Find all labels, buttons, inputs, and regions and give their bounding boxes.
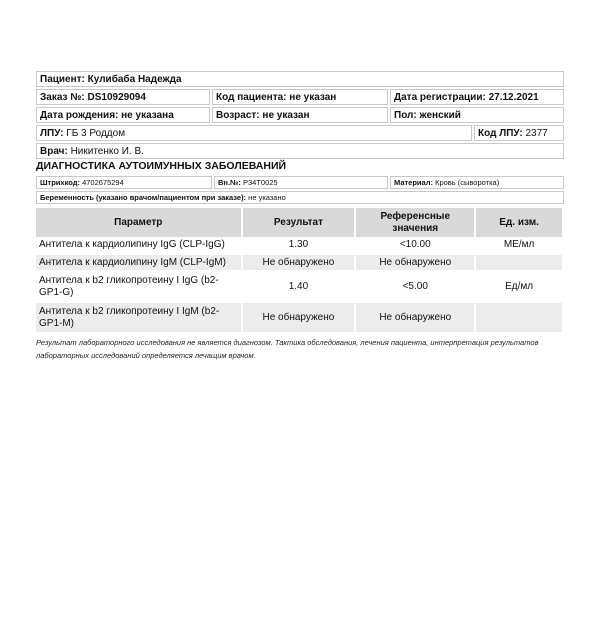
- barcode-value: 4702675294: [82, 178, 124, 187]
- age-value: не указан: [262, 110, 310, 121]
- patient-field: [36, 71, 564, 87]
- lpu-value: ГБ 3 Роддом: [66, 128, 126, 139]
- row-reference: <10.00: [355, 237, 475, 254]
- barcode-label: Штрихкод:: [40, 178, 80, 187]
- sex-label: Пол:: [394, 110, 417, 121]
- internal-number-label: Вн.№:: [218, 178, 241, 187]
- doctor-label: Врач:: [40, 146, 68, 157]
- disclaimer-note: Результат лабораторного исследования не является диагнозом. Тактика обследования, лечения пациента, интерпретация результатов лабораторных исследований определяется лечащим врачом.: [36, 338, 539, 360]
- header-unit: Ед. изм.: [475, 208, 563, 237]
- row-unit: МЕ/мл: [475, 237, 563, 254]
- table-row: [36, 271, 563, 302]
- header-result: Результат: [242, 208, 356, 237]
- table-row: [36, 254, 563, 271]
- table-row: [36, 237, 563, 254]
- row-reference: <5.00: [355, 271, 475, 302]
- sex-field: [390, 107, 564, 123]
- row-result: Не обнаружено: [242, 302, 356, 333]
- lpu-code-field: [474, 125, 564, 141]
- row-reference: Не обнаружено: [355, 302, 475, 333]
- doctor-field: [36, 143, 564, 159]
- order-field: [36, 89, 210, 105]
- order-number: DS10929094: [87, 92, 146, 103]
- results-table: [36, 208, 564, 334]
- birth-date-value: не указана: [121, 110, 174, 121]
- patient-code-value: не указан: [289, 92, 337, 103]
- section-title: ДИАГНОСТИКА АУТОИМУННЫХ ЗАБОЛЕВАНИЙ: [36, 160, 287, 172]
- header-reference: Референсные значения: [355, 208, 475, 237]
- lpu-label: ЛПУ:: [40, 128, 64, 139]
- row-parameter: Антитела к кардиолипину IgG (CLP-IgG): [36, 237, 242, 254]
- age-field: [212, 107, 388, 123]
- registration-date-field: [390, 89, 564, 105]
- row-parameter: Антитела к кардиолипину IgM (CLP-IgM): [36, 254, 242, 271]
- row-result: Не обнаружено: [242, 254, 356, 271]
- row-result: 1.40: [242, 271, 356, 302]
- sex-value: женский: [419, 110, 461, 121]
- patient-label: Пациент:: [40, 74, 85, 85]
- row-unit: Ед/мл: [475, 271, 563, 302]
- order-label: Заказ №:: [40, 92, 85, 103]
- patient-code-field: [212, 89, 388, 105]
- pregnancy-field: [36, 191, 564, 204]
- birth-date-label: Дата рождения:: [40, 110, 119, 121]
- row-reference: Не обнаружено: [355, 254, 475, 271]
- pregnancy-label: Беременность (указано врачом/пациентом при заказе):: [40, 193, 247, 202]
- table-row: [36, 302, 563, 333]
- material-value: Кровь (сыворотка): [435, 178, 500, 187]
- age-label: Возраст:: [216, 110, 260, 121]
- row-unit: [475, 254, 563, 271]
- lpu-field: [36, 125, 472, 141]
- internal-number-field: [214, 176, 388, 189]
- material-field: [390, 176, 564, 189]
- doctor-name: Никитенко И. В.: [70, 146, 144, 157]
- patient-code-label: Код пациента:: [216, 92, 287, 103]
- registration-date-value: 27.12.2021: [488, 92, 539, 103]
- row-parameter: Антитела к b2 гликопротеину I IgM (b2-GP1-M): [36, 302, 242, 333]
- birth-date-field: [36, 107, 210, 123]
- row-parameter: Антитела к b2 гликопротеину I IgG (b2-GP1-G): [36, 271, 242, 302]
- internal-number-value: P34T0025: [242, 178, 278, 187]
- patient-name: Кулибаба Надежда: [87, 74, 182, 85]
- material-label: Материал:: [394, 178, 433, 187]
- pregnancy-value: не указано: [248, 193, 286, 202]
- table-header-row: [36, 208, 563, 237]
- lpu-code-value: 2377: [525, 128, 548, 139]
- row-result: 1.30: [242, 237, 356, 254]
- row-unit: [475, 302, 563, 333]
- header-parameter: Параметр: [36, 208, 242, 237]
- registration-date-label: Дата регистрации:: [394, 92, 486, 103]
- lpu-code-label: Код ЛПУ:: [478, 128, 523, 139]
- barcode-field: [36, 176, 212, 189]
